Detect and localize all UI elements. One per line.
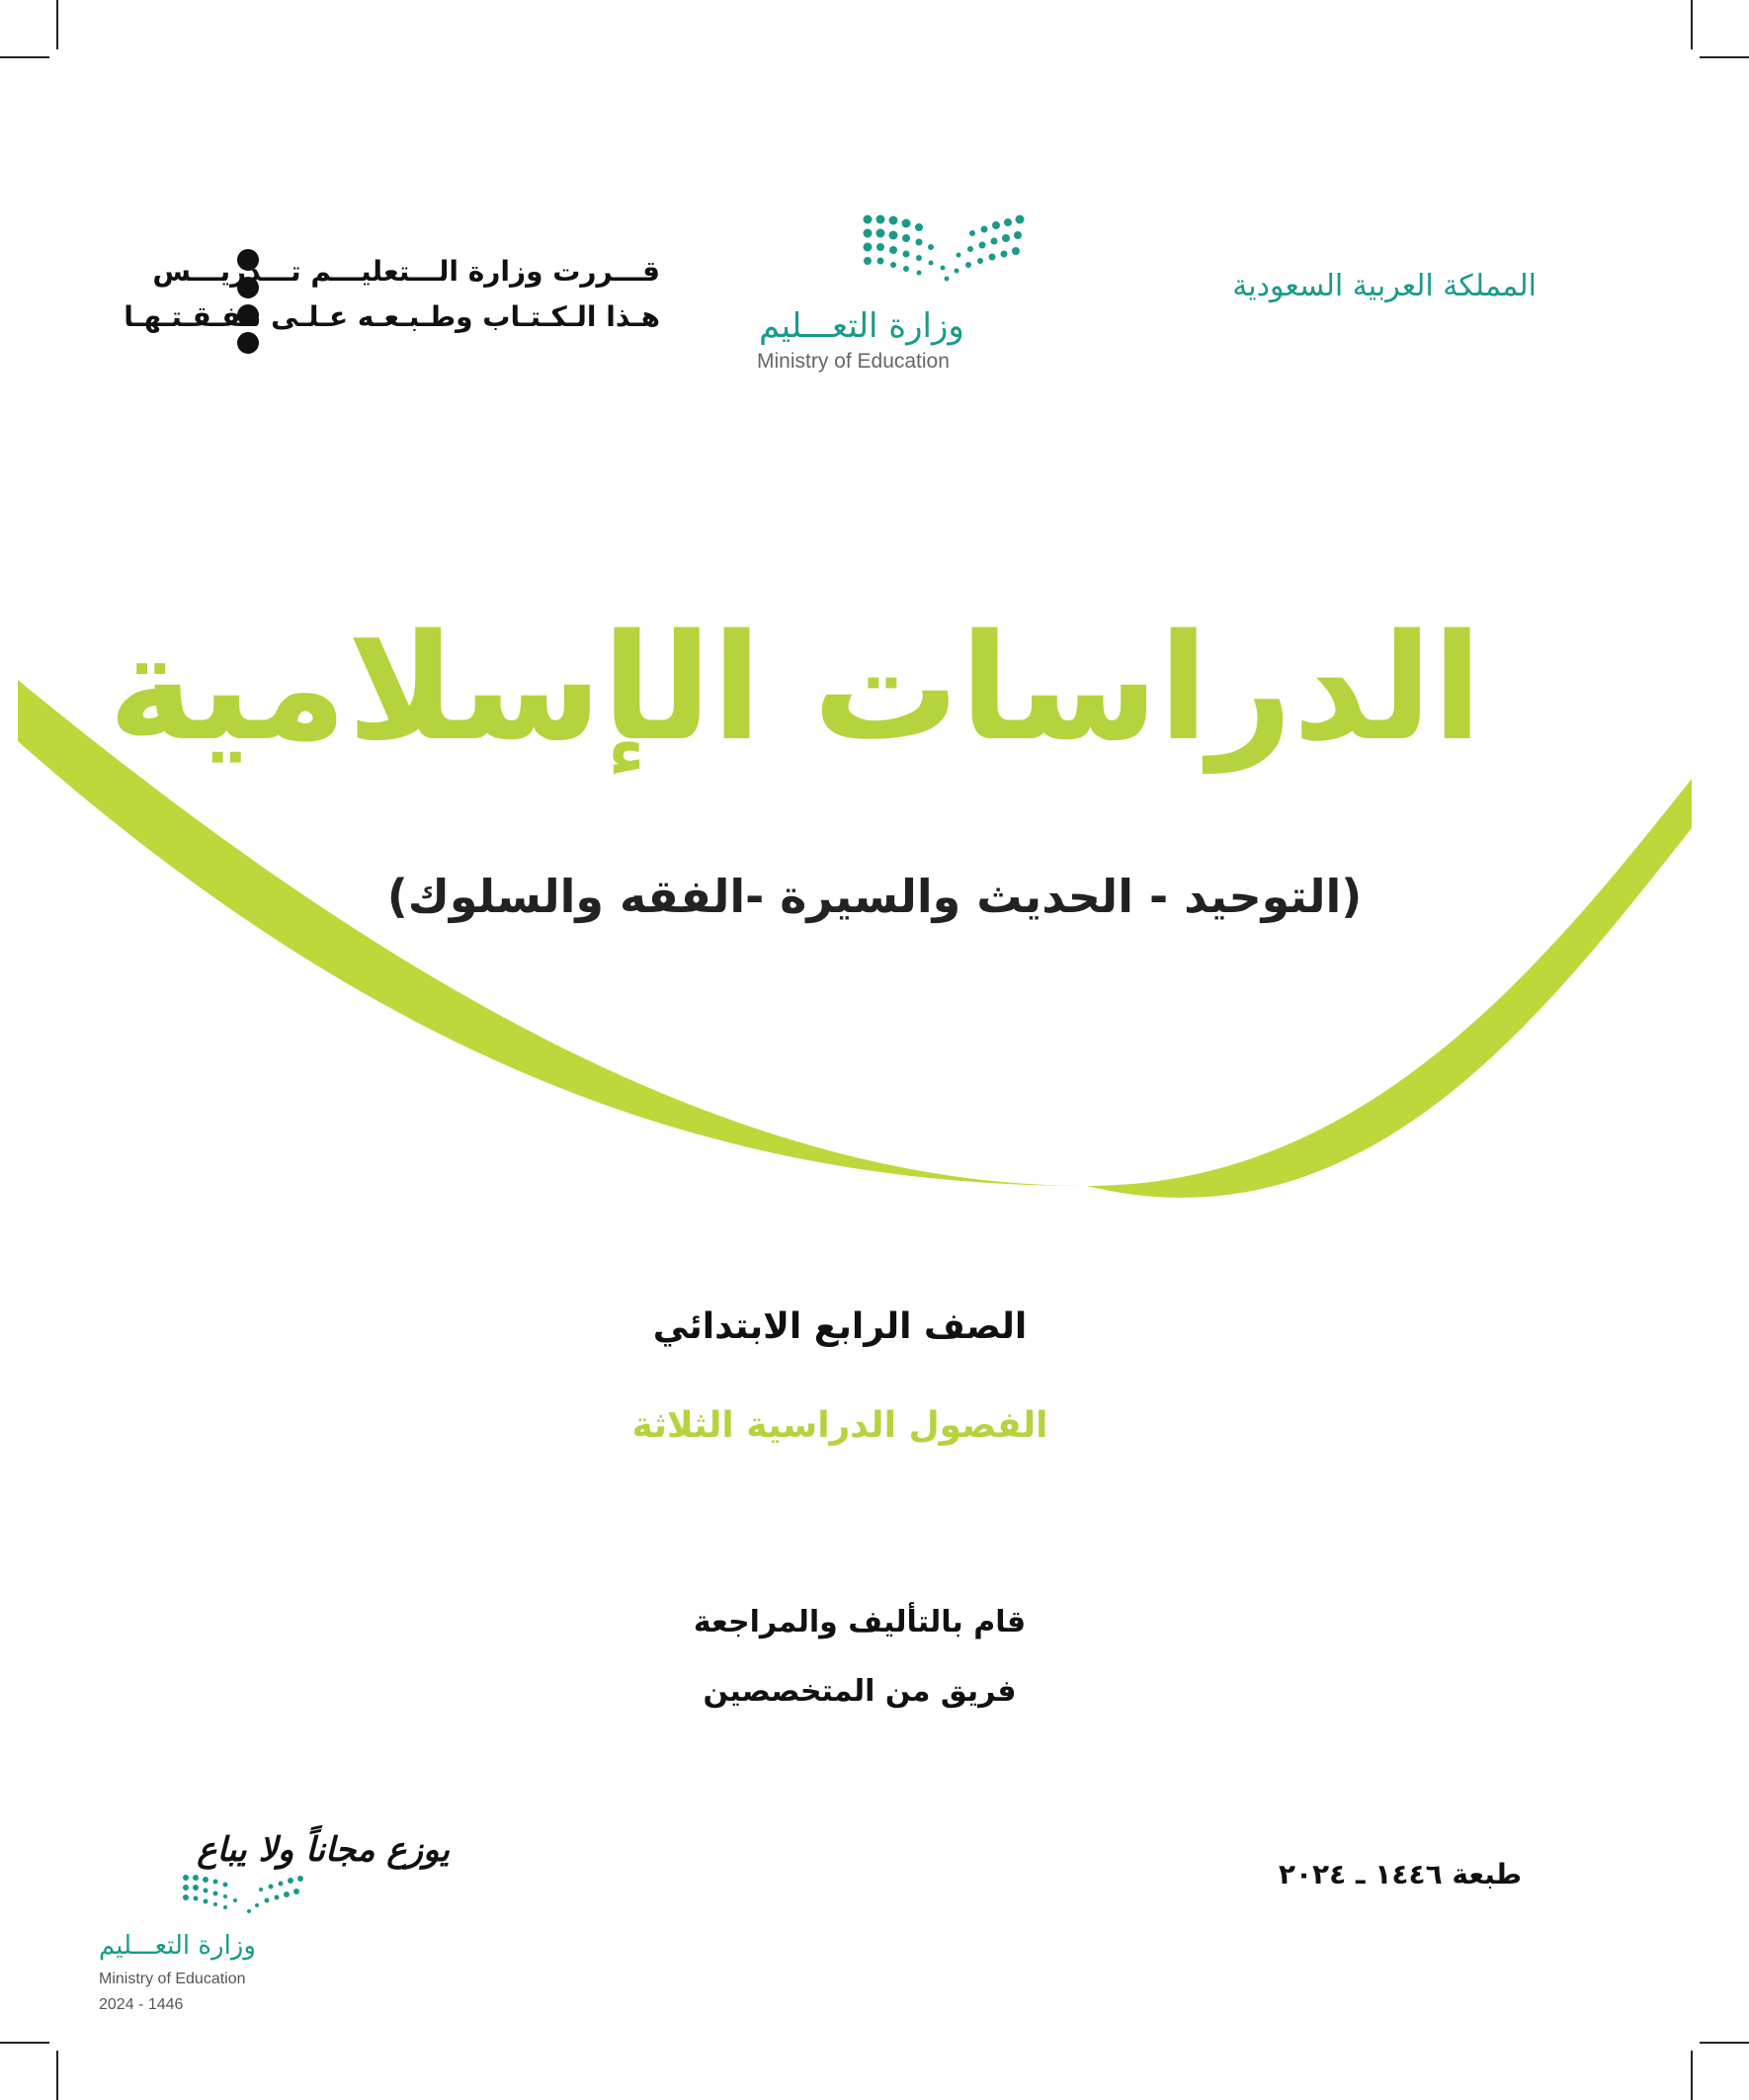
decision-text-line-1: قـــررت وزارة الـــتعليـــم تـــدريـــس — [152, 255, 660, 288]
crop-mark — [0, 56, 49, 58]
ministry-name-arabic-small: وزارة التعـــليم — [99, 1931, 256, 1961]
decision-text-line-2: هـذا الـكـتـاب وطـبـعـه عـلـى نـفـقـتـهـا — [124, 300, 660, 333]
bullet-icon — [237, 332, 259, 354]
author-team: فريق من المتخصصين — [703, 1674, 1017, 1709]
crop-mark — [56, 0, 58, 49]
ministry-decision-block — [124, 249, 668, 358]
book-subtitle: (التوحيد - الحديث والسيرة -الفقه والسلوك) — [386, 870, 1363, 923]
crop-mark — [1700, 56, 1749, 58]
crop-mark — [56, 2051, 58, 2100]
ministry-name-english: Ministry of Education — [757, 350, 950, 373]
ministry-name-arabic: وزارة التعـــليم — [759, 306, 964, 346]
authored-by-label: قام بالتأليف والمراجعة — [693, 1605, 1027, 1639]
crop-mark — [1691, 2051, 1693, 2100]
crop-mark — [1700, 2042, 1749, 2044]
grade-level: الصف الرابع الابتدائي — [652, 1306, 1028, 1347]
edition-label: طبعة ١٤٤٦ ـ ٢٠٢٤ — [1278, 1858, 1522, 1890]
semesters-label: الفصول الدراسية الثلاثة — [631, 1405, 1048, 1446]
free-distribution-note: يوزع مجاناً ولا يباع — [197, 1830, 450, 1870]
book-title: الدراسات الإسلامية — [108, 603, 1482, 773]
crop-mark — [1691, 0, 1693, 49]
ministry-logo-small-icon — [178, 1868, 316, 1927]
ministry-name-english-small: Ministry of Education — [99, 1971, 246, 1987]
kingdom-name: المملكة العربية السعودية — [1232, 269, 1537, 303]
crop-mark — [0, 2042, 49, 2044]
edition-year-small: 2024 - 1446 — [99, 1996, 184, 2013]
